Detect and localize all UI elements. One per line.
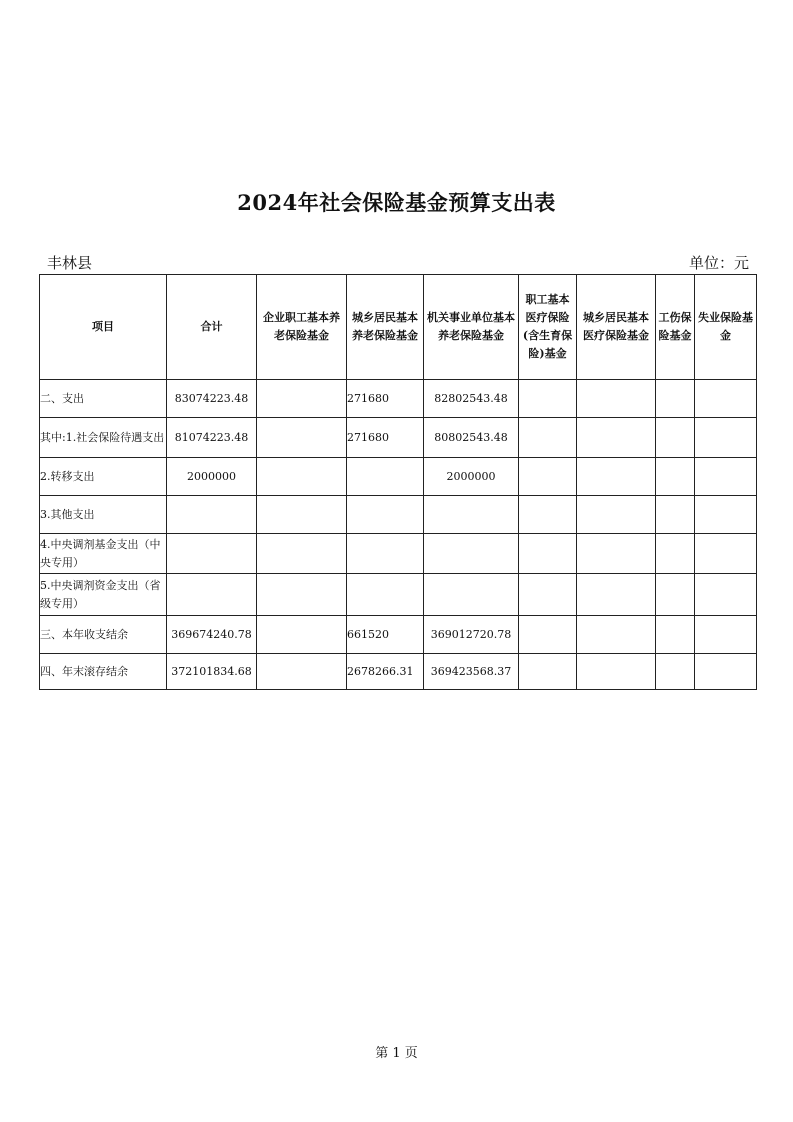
cell-resident-medical: [577, 458, 656, 496]
cell-injury: [656, 418, 695, 458]
cell-government-pension: [424, 496, 519, 534]
cell-injury: [656, 496, 695, 534]
cell-injury: [656, 458, 695, 496]
row-label: 三、本年收支结余: [40, 616, 167, 654]
cell-urban-rural-pension: [347, 534, 424, 574]
cell-enterprise: [257, 654, 347, 690]
cell-enterprise: [257, 458, 347, 496]
cell-injury: [656, 654, 695, 690]
cell-urban-rural-pension: [347, 496, 424, 534]
table-row: [40, 654, 757, 690]
unit-label: 单位：元: [688, 254, 749, 272]
document-title: 2024年社会保险基金预算支出表: [237, 190, 556, 215]
cell-unemployment: [695, 654, 757, 690]
cell-total: [167, 534, 257, 574]
table-row: [40, 380, 757, 418]
cell-resident-medical: [577, 534, 656, 574]
cell-urban-rural-pension: 661520: [347, 616, 424, 654]
cell-unemployment: [695, 418, 757, 458]
header-total: 合计: [167, 275, 257, 380]
cell-total: 369674240.78: [167, 616, 257, 654]
cell-government-pension: [424, 534, 519, 574]
cell-unemployment: [695, 380, 757, 418]
county-name: 丰林县: [47, 254, 93, 272]
cell-enterprise: [257, 616, 347, 654]
cell-enterprise: [257, 496, 347, 534]
cell-unemployment: [695, 616, 757, 654]
cell-employee-medical: [519, 654, 577, 690]
page-number: 第 1 页: [375, 1046, 418, 1061]
table-row: [40, 574, 757, 616]
budget-table: [39, 274, 757, 690]
header-resident-medical: 城乡居民基本医疗保险基金: [577, 275, 656, 380]
header-government-pension: 机关事业单位基本养老保险基金: [424, 275, 519, 380]
cell-urban-rural-pension: 2678266.31: [347, 654, 424, 690]
cell-injury: [656, 534, 695, 574]
cell-injury: [656, 574, 695, 616]
table-row: [40, 418, 757, 458]
cell-unemployment: [695, 574, 757, 616]
cell-government-pension: [424, 574, 519, 616]
cell-injury: [656, 380, 695, 418]
cell-employee-medical: [519, 574, 577, 616]
cell-unemployment: [695, 458, 757, 496]
cell-government-pension: 82802543.48: [424, 380, 519, 418]
cell-total: 372101834.68: [167, 654, 257, 690]
cell-total: [167, 496, 257, 534]
table-row: [40, 458, 757, 496]
table-row: [40, 534, 757, 574]
header-enterprise-pension: 企业职工基本养老保险基金: [257, 275, 347, 380]
cell-enterprise: [257, 418, 347, 458]
cell-government-pension: 80802543.48: [424, 418, 519, 458]
cell-urban-rural-pension: 271680: [347, 380, 424, 418]
cell-urban-rural-pension: 271680: [347, 418, 424, 458]
cell-unemployment: [695, 534, 757, 574]
cell-unemployment: [695, 496, 757, 534]
cell-resident-medical: [577, 418, 656, 458]
cell-government-pension: 369423568.37: [424, 654, 519, 690]
table-row: [40, 616, 757, 654]
header-employee-medical: 职工基本医疗保险(含生育保险)基金: [519, 275, 577, 380]
cell-employee-medical: [519, 418, 577, 458]
header-item: 项目: [40, 275, 167, 380]
cell-employee-medical: [519, 616, 577, 654]
row-label: 3.其他支出: [40, 496, 167, 534]
cell-urban-rural-pension: [347, 574, 424, 616]
cell-resident-medical: [577, 654, 656, 690]
cell-urban-rural-pension: [347, 458, 424, 496]
row-label: 5.中央调剂资金支出（省级专用）: [40, 574, 167, 616]
cell-resident-medical: [577, 380, 656, 418]
row-label: 四、年末滚存结余: [40, 654, 167, 690]
cell-resident-medical: [577, 574, 656, 616]
cell-total: 81074223.48: [167, 418, 257, 458]
table-row: [40, 496, 757, 534]
row-label: 2.转移支出: [40, 458, 167, 496]
row-label: 其中:1.社会保险待遇支出: [40, 418, 167, 458]
cell-resident-medical: [577, 616, 656, 654]
cell-total: 2000000: [167, 458, 257, 496]
row-label: 二、支出: [40, 380, 167, 418]
cell-government-pension: 2000000: [424, 458, 519, 496]
cell-enterprise: [257, 534, 347, 574]
cell-employee-medical: [519, 534, 577, 574]
table-header-row: [40, 275, 757, 380]
header-unemployment: 失业保险基金: [695, 275, 757, 380]
header-urban-rural-pension: 城乡居民基本养老保险基金: [347, 275, 424, 380]
cell-total: 83074223.48: [167, 380, 257, 418]
cell-injury: [656, 616, 695, 654]
cell-government-pension: 369012720.78: [424, 616, 519, 654]
cell-resident-medical: [577, 496, 656, 534]
cell-employee-medical: [519, 458, 577, 496]
cell-enterprise: [257, 574, 347, 616]
row-label: 4.中央调剂基金支出（中央专用）: [40, 534, 167, 574]
cell-enterprise: [257, 380, 347, 418]
header-injury: 工伤保险基金: [656, 275, 695, 380]
cell-employee-medical: [519, 380, 577, 418]
cell-total: [167, 574, 257, 616]
cell-employee-medical: [519, 496, 577, 534]
